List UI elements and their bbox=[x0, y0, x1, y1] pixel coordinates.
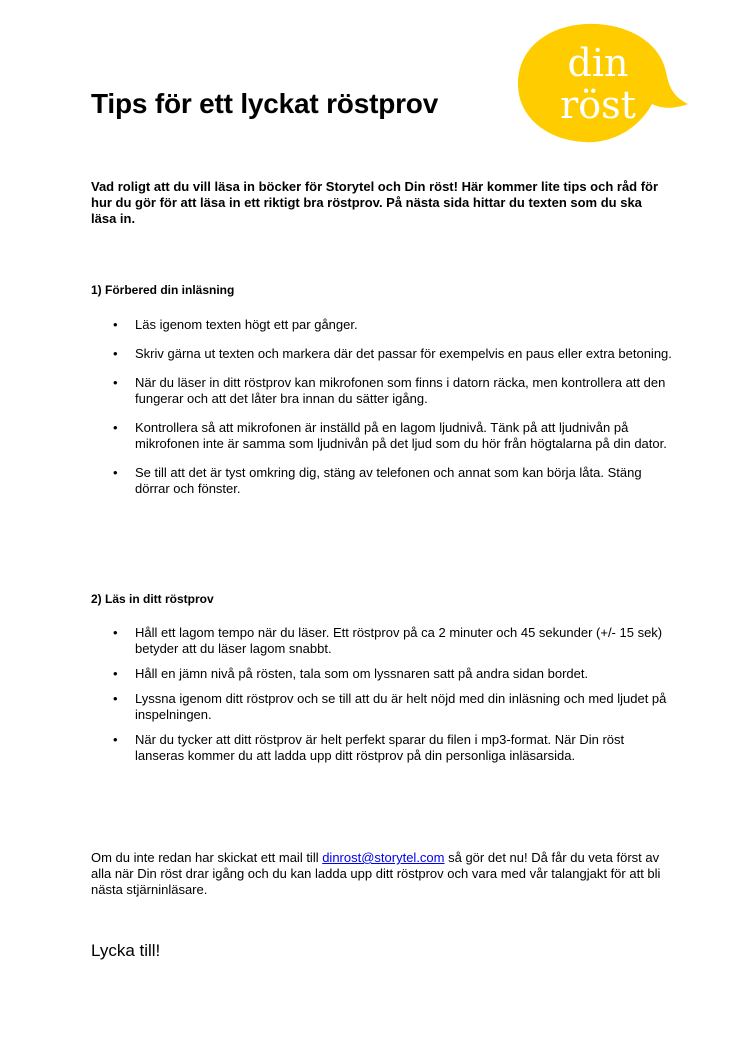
speech-bubble-logo-icon bbox=[514, 20, 690, 146]
list-item-text: Håll en jämn nivå på rösten, tala som om lyssnaren satt på andra sidan bordet. bbox=[135, 666, 589, 681]
prepare-tips-list bbox=[113, 317, 673, 510]
list-item bbox=[113, 625, 673, 657]
din-rost-logo bbox=[514, 20, 690, 146]
list-item bbox=[113, 465, 673, 497]
section-heading-record: 2) Läs in ditt röstprov bbox=[91, 592, 214, 606]
bullet-icon: • bbox=[113, 691, 118, 706]
bullet-icon: • bbox=[113, 666, 118, 681]
list-item bbox=[113, 732, 673, 764]
bullet-icon: • bbox=[113, 465, 118, 480]
list-item bbox=[113, 317, 673, 333]
bullet-icon: • bbox=[113, 346, 118, 361]
list-item-text: Lyssna igenom ditt röstprov och se till att du är helt nöjd med din inläsning och med ljudet på inspelningen. bbox=[135, 691, 667, 722]
list-item-text: Kontrollera så att mikrofonen är inställd på en lagom ljudnivå. Tänk på att ljudnivån på mikrofonen inte är samma som ljudnivån på det ljud som du hör från högtalarna på din dator. bbox=[135, 420, 667, 451]
list-item-text: Håll ett lagom tempo när du läser. Ett röstprov på ca 2 minuter och 45 sekunder (+/- 15 sek) betyder att du läser lagom snabbt. bbox=[135, 625, 663, 656]
list-item-text: När du läser in ditt röstprov kan mikrofonen som finns i datorn räcka, men kontrollera att den fungerar och att det låter bra innan du sätter igång. bbox=[135, 375, 666, 406]
list-item bbox=[113, 420, 673, 452]
bullet-icon: • bbox=[113, 317, 118, 332]
list-item-text: Se till att det är tyst omkring dig, stäng av telefonen och annat som kan börja låta. Stäng dörrar och fönster. bbox=[135, 465, 642, 496]
outro-paragraph bbox=[91, 850, 661, 898]
list-item bbox=[113, 375, 673, 407]
list-item bbox=[113, 346, 673, 362]
bullet-icon: • bbox=[113, 732, 118, 747]
bullet-icon: • bbox=[113, 375, 118, 390]
outro-text-before: Om du inte redan har skickat ett mail till bbox=[91, 850, 323, 865]
email-link[interactable]: dinrost@storytel.com bbox=[322, 850, 445, 865]
page-title: Tips för ett lyckat röstprov bbox=[91, 88, 439, 119]
section-heading-prepare: 1) Förbered din inläsning bbox=[91, 283, 235, 297]
outro-text-after: så gör det nu! Då får du veta först av alla när Din röst drar igång och du kan ladda upp ditt röstprov och vara med vår talangjakt för att bli nästa stjärninläsare. bbox=[91, 850, 661, 897]
closing-text: Lycka till! bbox=[91, 941, 161, 960]
record-tips-list bbox=[113, 625, 673, 773]
intro-paragraph: Vad roligt att du vill läsa in böcker för Storytel och Din röst! Här kommer lite tips och råd för hur du gör för att läsa in ett riktigt bra röstprov. På nästa sida hittar du texten som du ska läsa in. bbox=[91, 179, 659, 226]
logo-text-line2: röst bbox=[560, 83, 636, 127]
list-item-text: Läs igenom texten högt ett par gånger. bbox=[135, 317, 358, 332]
logo-text-line1: din bbox=[567, 41, 629, 85]
list-item bbox=[113, 666, 673, 682]
list-item-text: Skriv gärna ut texten och markera där det passar för exempelvis en paus eller extra betoning. bbox=[135, 346, 672, 361]
bullet-icon: • bbox=[113, 420, 118, 435]
list-item bbox=[113, 691, 673, 723]
list-item-text: När du tycker att ditt röstprov är helt perfekt sparar du filen i mp3-format. När Din röst lanseras kommer du att ladda upp ditt röstprov på din personliga inläsarsida. bbox=[135, 732, 625, 763]
bullet-icon: • bbox=[113, 625, 118, 640]
